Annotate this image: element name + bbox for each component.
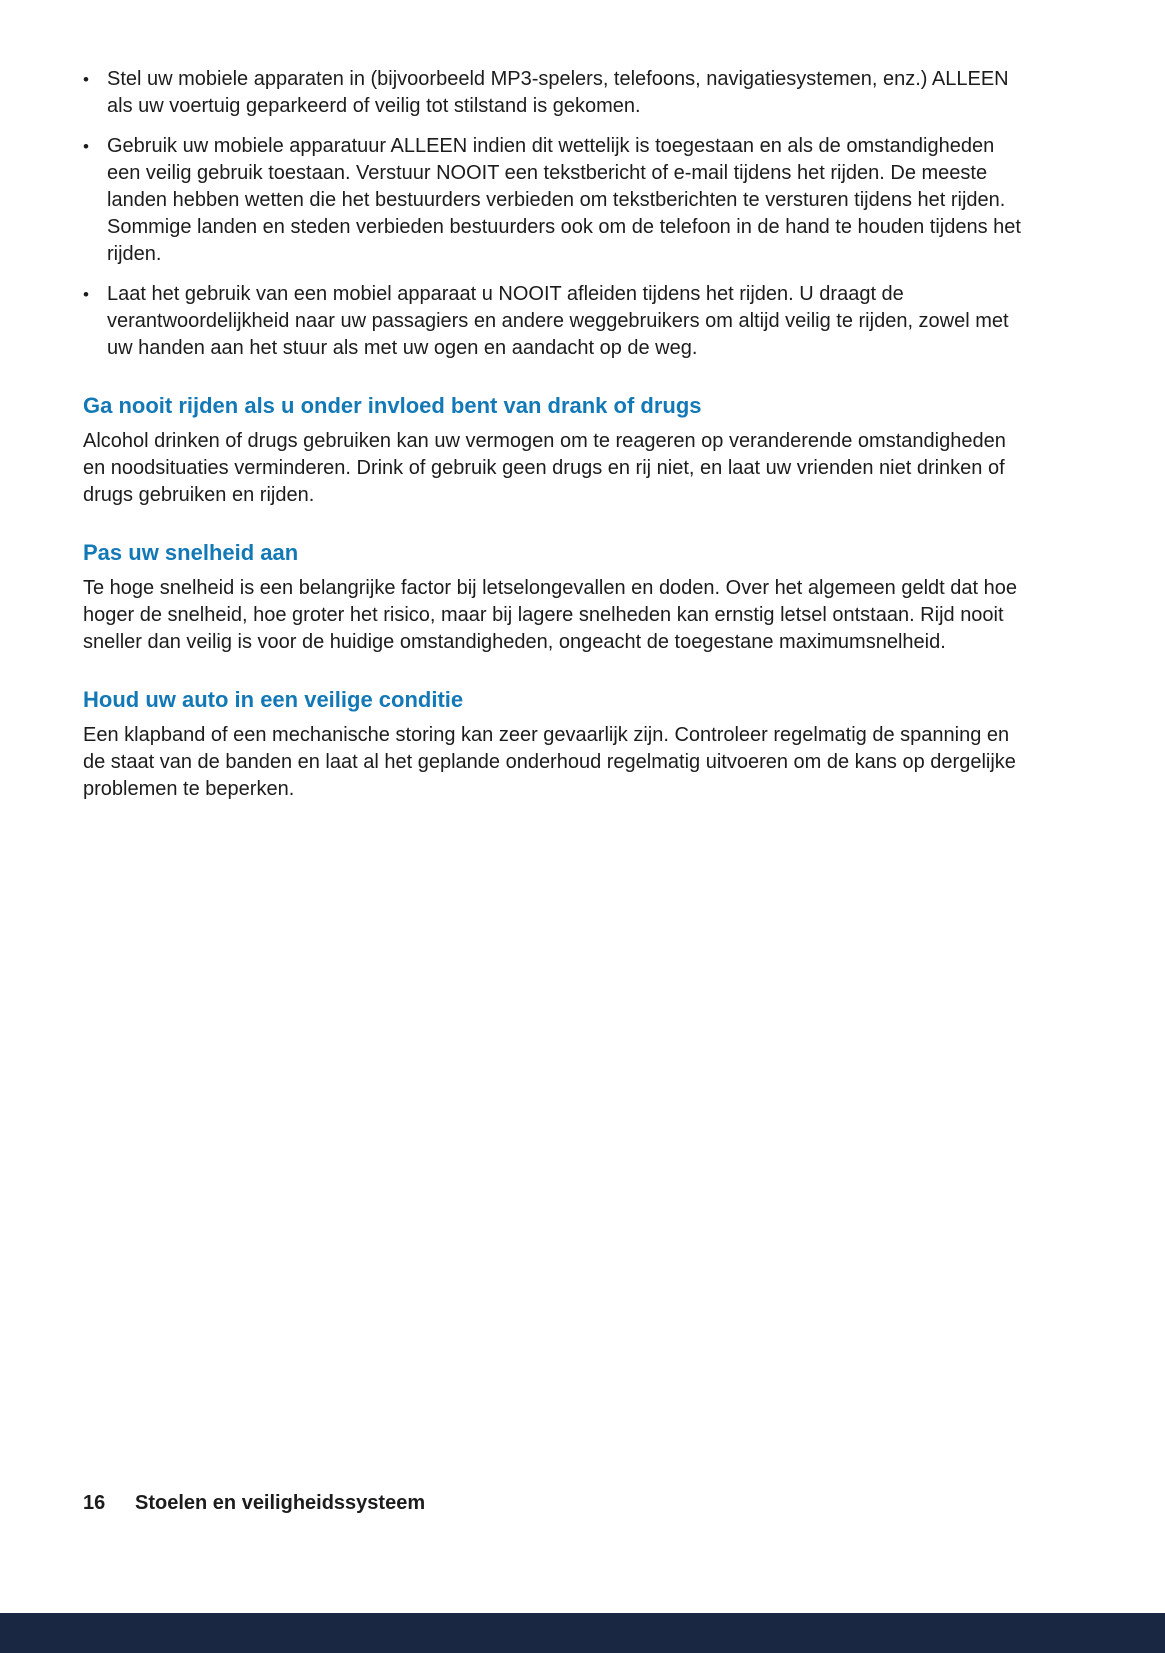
section-heading: Ga nooit rijden als u onder invloed bent van drank of drugs xyxy=(83,393,702,418)
list-item xyxy=(83,66,1023,120)
section-body: Alcohol drinken of drugs gebruiken kan uw vermogen om te reageren op veranderende omstandigheden en noodsituaties verminderen. Drink of gebruik geen drugs en rij niet, en laat uw vrienden niet drinken of drugs gebruiken en rijden. xyxy=(83,430,1006,506)
section-heading: Houd uw auto in een veilige conditie xyxy=(83,687,464,712)
bullet-marker: • xyxy=(83,70,89,89)
section-speed xyxy=(83,540,1023,656)
chapter-title: Stoelen en veiligheidssysteem xyxy=(135,1492,426,1514)
bullet-text: Stel uw mobiele apparaten in (bijvoorbeeld MP3-spelers, telefoons, navigatiesystemen, enz.) ALLEEN als uw voertuig geparkeerd of veilig tot stilstand is gekomen. xyxy=(107,68,1009,117)
section-vehicle-condition xyxy=(83,687,1023,803)
page-number: 16 xyxy=(83,1492,106,1514)
section-body: Een klapband of een mechanische storing kan zeer gevaarlijk zijn. Controleer regelmatig de spanning en de staat van de banden en laat al het geplande onderhoud regelmatig uitvoeren om de kans op dergelijke problemen te beperken. xyxy=(83,724,1016,800)
footer-bar xyxy=(0,1613,1165,1653)
page-footer xyxy=(83,1492,425,1515)
bullet-text: Laat het gebruik van een mobiel apparaat u NOOIT afleiden tijdens het rijden. U draagt de verantwoordelijkheid naar uw passagiers en andere weggebruikers om altijd veilig te rijden, zowel met uw handen aan het stuur als met uw ogen en aandacht op de weg. xyxy=(107,283,1009,359)
list-item xyxy=(83,281,1023,362)
list-item xyxy=(83,133,1023,268)
bullet-list xyxy=(83,66,1023,362)
section-body: Te hoge snelheid is een belangrijke factor bij letselongevallen en doden. Over het algemeen geldt dat hoe hoger de snelheid, hoe groter het risico, maar bij lagere snelheden kan ernstig letsel ontstaan. Rijd nooit sneller dan veilig is voor de huidige omstandigheden, ongeacht de toegestane maximumsnelheid. xyxy=(83,577,1017,653)
bullet-text: Gebruik uw mobiele apparatuur ALLEEN indien dit wettelijk is toegestaan en als de omstandigheden een veilig gebruik toestaan. Verstuur NOOIT een tekstbericht of e-mail tijdens het rijden. De meeste landen hebben wetten die het bestuurders verbieden om tekstberichten te versturen tijdens het rijden. Sommige landen en steden verbieden bestuurders ook om de telefoon in de hand te houden tijdens het rijden. xyxy=(107,135,1021,265)
section-heading: Pas uw snelheid aan xyxy=(83,540,299,565)
page-content xyxy=(83,66,1023,803)
bullet-marker: • xyxy=(83,137,89,156)
bullet-marker: • xyxy=(83,285,89,304)
section-drink-drugs xyxy=(83,393,1023,509)
